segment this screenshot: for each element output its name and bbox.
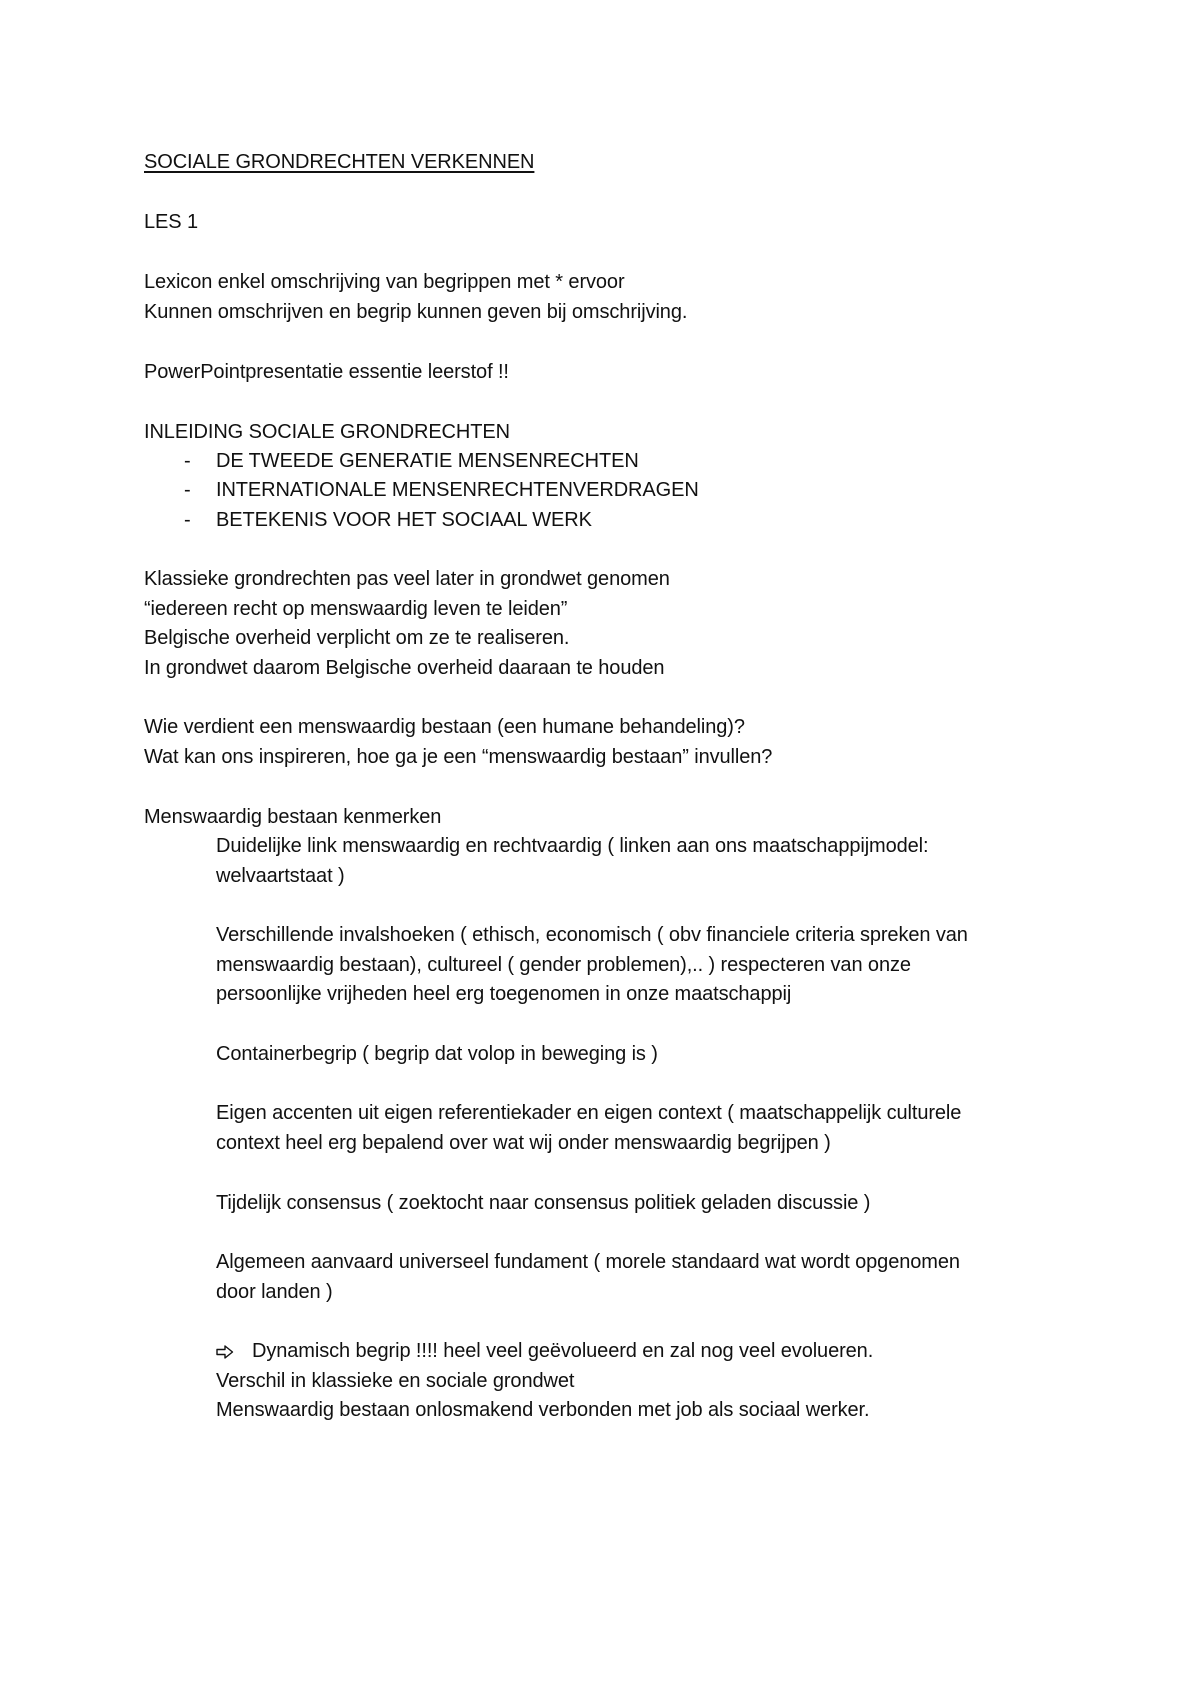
kenmerk-line: context heel erg bepalend over wat wij onder menswaardig begrijpen ) [216,1132,831,1154]
inleiding-heading: INLEIDING SOCIALE GRONDRECHTEN [144,421,510,443]
list-bullet: - [184,479,191,501]
question-line: Wat kan ons inspireren, hoe ga je een “menswaardig bestaan” invullen? [144,746,773,768]
kenmerk-line: door landen ) [216,1281,333,1303]
kenmerk-line: menswaardig bestaan), cultureel ( gender problemen),.. ) respecteren van onze [216,954,911,976]
list-item: INTERNATIONALE MENSENRECHTENVERDRAGEN [216,479,699,501]
klassieke-line: “iedereen recht op menswaardig leven te leiden” [144,598,568,620]
document-title: SOCIALE GRONDRECHTEN VERKENNEN [144,151,535,173]
list-bullet: - [184,450,191,472]
klassieke-line: Belgische overheid verplicht om ze te realiseren. [144,627,570,649]
intro-line: Kunnen omschrijven en begrip kunnen geven bij omschrijving. [144,301,688,323]
kenmerk-line: Verschillende invalshoeken ( ethisch, economisch ( obv financiele criteria spreken van [216,924,968,946]
kenmerk-line: Eigen accenten uit eigen referentiekader en eigen context ( maatschappelijk culturele [216,1102,962,1124]
kenmerk-line: Containerbegrip ( begrip dat volop in beweging is ) [216,1043,658,1065]
kenmerk-line: Duidelijke link menswaardig en rechtvaardig ( linken aan ons maatschappijmodel: [216,835,929,857]
kenmerk-line: Tijdelijk consensus ( zoektocht naar consensus politiek geladen discussie ) [216,1192,871,1214]
kenmerken-heading: Menswaardig bestaan kenmerken [144,806,442,828]
conclusion-line: Menswaardig bestaan onlosmakend verbonden met job als sociaal werker. [216,1399,870,1421]
klassieke-line: In grondwet daarom Belgische overheid daaraan te houden [144,657,665,679]
arrow-right-outline-icon [216,1345,234,1359]
kenmerk-line: welvaartstaat ) [216,865,345,887]
lesson-label: LES 1 [144,211,198,233]
conclusion-line: Dynamisch begrip !!!! heel veel geëvolueerd en zal nog veel evolueren. [252,1340,874,1362]
list-item: BETEKENIS VOOR HET SOCIAAL WERK [216,509,592,531]
kenmerk-line: persoonlijke vrijheden heel erg toegenomen in onze maatschappij [216,983,792,1005]
list-bullet: - [184,509,191,531]
powerpoint-note: PowerPointpresentatie essentie leerstof !! [144,361,509,383]
kenmerk-line: Algemeen aanvaard universeel fundament ( morele standaard wat wordt opgenomen [216,1251,960,1273]
klassieke-line: Klassieke grondrechten pas veel later in grondwet genomen [144,568,670,590]
conclusion-line: Verschil in klassieke en sociale grondwet [216,1370,575,1392]
list-item: DE TWEEDE GENERATIE MENSENRECHTEN [216,450,639,472]
question-line: Wie verdient een menswaardig bestaan (een humane behandeling)? [144,716,745,738]
intro-line: Lexicon enkel omschrijving van begrippen met * ervoor [144,271,625,293]
